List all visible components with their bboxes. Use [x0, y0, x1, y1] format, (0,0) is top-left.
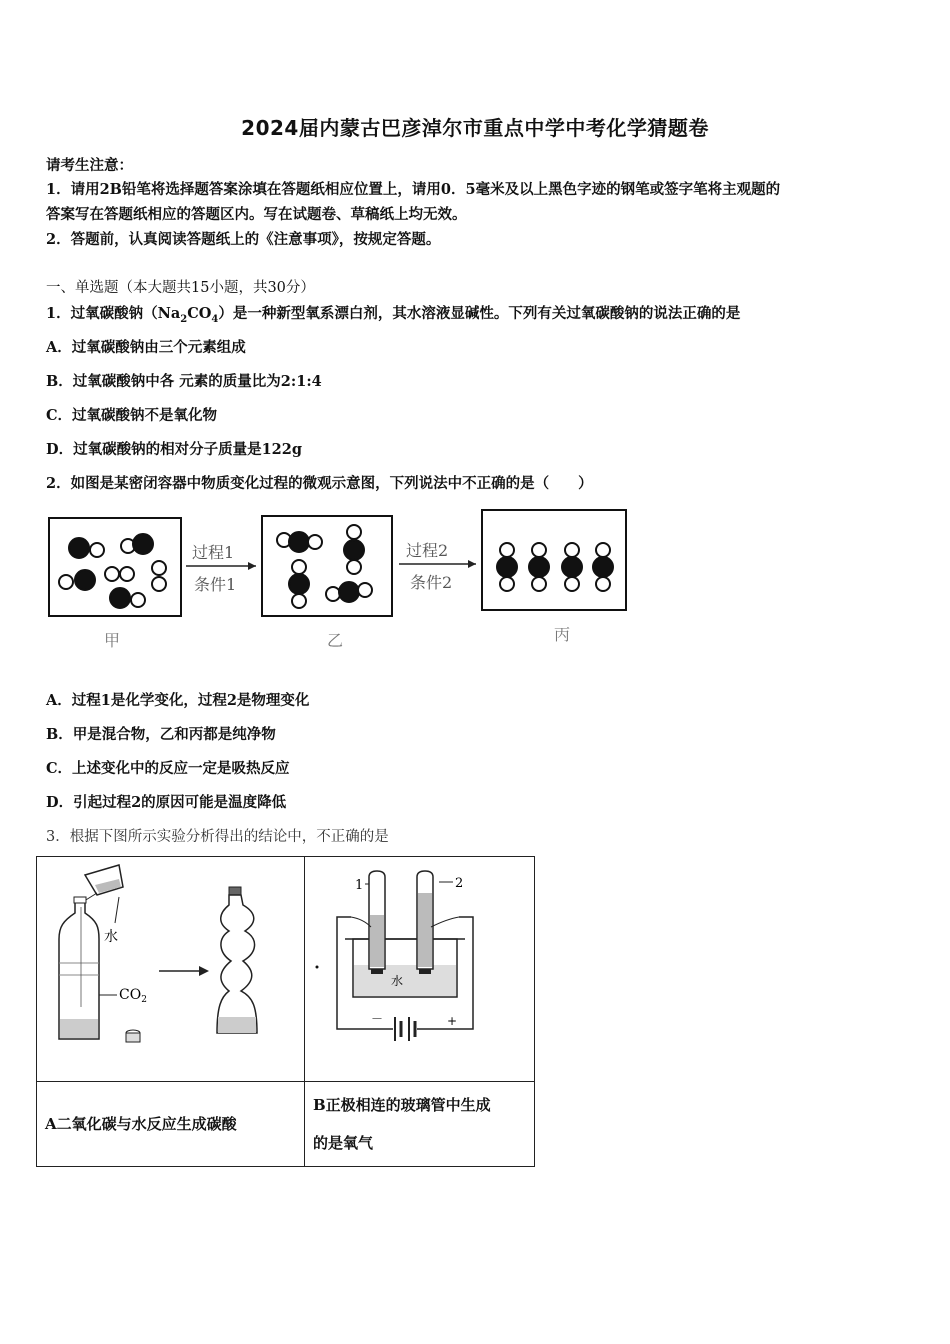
tube-1-label: 1 [355, 878, 364, 893]
q1-option-b: B．过氧碳酸钠中各 元素的质量比为2:1:4 [46, 373, 322, 390]
minus-label: － [371, 1012, 384, 1026]
water-label: 水 [104, 929, 118, 945]
section-heading: 一、单选题（本大题共15小题，共30分） [46, 280, 315, 296]
tube-2-label: 2 [455, 876, 464, 891]
co2-label: $CO_2$ [119, 987, 147, 1005]
label-yi: 乙 [327, 631, 344, 650]
notice-line-1a: 1．请用2B铅笔将选择题答案涂填在答题纸相应位置上，请用0．5毫米及以上黑色字迹的钢笔或签字笔将主观题的 [46, 181, 781, 198]
q1-stem: 1．过氧碳酸钠$(Na_2CO_4)$是一种新型氧系漂白剂，其水溶液显碱性。下列有关过氧碳酸钠的说法正确的是 [46, 305, 741, 325]
experiment-a-figure-cell [37, 857, 305, 1082]
q2-stem: 2．如图是某密闭容器中物质变化过程的微观示意图，下列说法中不正确的是（ ） [46, 475, 593, 492]
q3-stem: 3．根据下图所示实验分析得出的结论中，不正确的是 [46, 829, 389, 845]
label-jia: 甲 [104, 631, 121, 650]
electrolysis-figure [305, 857, 534, 1077]
process-2-label: 过程2 [406, 541, 449, 560]
caption-a: A二氧化碳与水反应生成碳酸 [37, 1082, 305, 1167]
q2-option-a: A．过程1是化学变化，过程2是物理变化 [46, 692, 310, 709]
page-title: 2024届内蒙古巴彦淖尔市重点中学中考化学猜题卷 [241, 116, 709, 140]
box-yi [262, 516, 392, 616]
q3-experiment-table [36, 856, 535, 1167]
q1-option-d: D．过氧碳酸钠的相对分子质量是122g [46, 441, 302, 458]
experiment-b-figure-cell [305, 857, 535, 1082]
q2-micro-diagram [44, 504, 634, 654]
label-bing: 丙 [554, 625, 571, 644]
trough-water-label: 水 [391, 974, 404, 988]
condition-1-label: 条件1 [194, 575, 237, 594]
plus-label: + [447, 1014, 458, 1028]
process-1-label: 过程1 [192, 543, 235, 562]
q1-option-a: A．过氧碳酸钠由三个元素组成 [46, 339, 246, 356]
bottle-experiment-figure [37, 857, 304, 1077]
q2-option-b: B．甲是混合物，乙和丙都是纯净物 [46, 726, 276, 743]
q1-option-c: C．过氧碳酸钠不是氧化物 [46, 407, 218, 424]
q2-option-d: D．引起过程2的原因可能是温度降低 [46, 794, 287, 811]
caption-b: B正极相连的玻璃管中生成 的是氧气 [305, 1082, 535, 1167]
q2-option-c: C．上述变化中的反应一定是吸热反应 [46, 760, 290, 777]
notice-line-2: 2．答题前，认真阅读答题纸上的《注意事项》，按规定答题。 [46, 231, 441, 248]
notice-heading: 请考生注意： [46, 157, 133, 174]
notice-line-1b: 答案写在答题纸相应的答题区内。写在试题卷、草稿纸上均无效。 [46, 206, 467, 223]
condition-2-label: 条件2 [410, 573, 453, 592]
